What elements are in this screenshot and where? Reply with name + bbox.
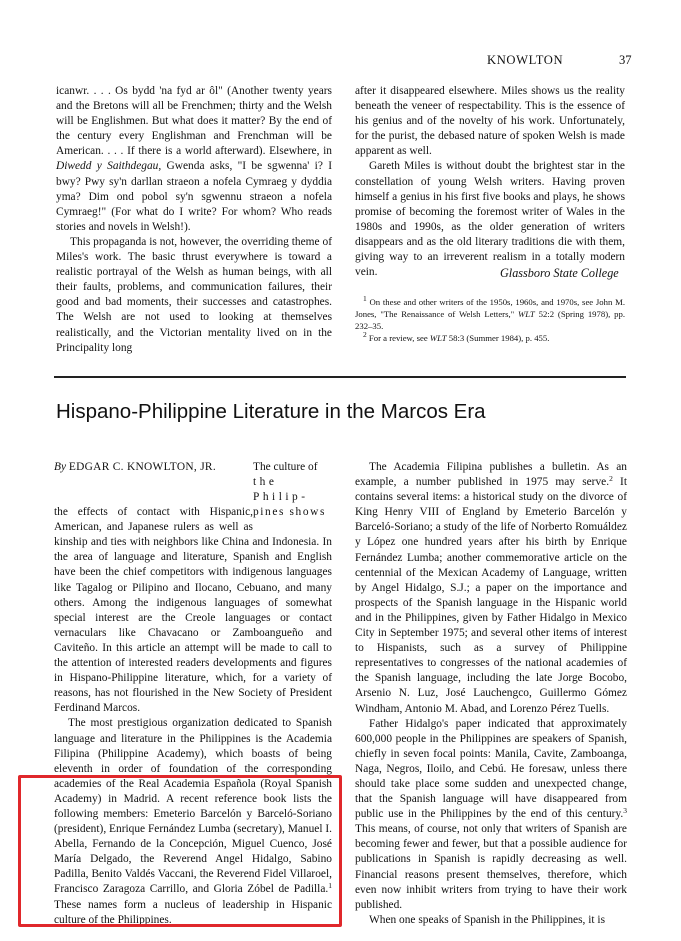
highlight-box: [18, 775, 342, 927]
footnote-marker: 2: [363, 330, 367, 339]
journal-abbrev: WLT: [518, 309, 535, 319]
top-right-column: [355, 84, 625, 280]
italic-title: Diwedd y Saithdegau,: [56, 160, 162, 173]
footnotes: [355, 296, 625, 344]
text-run: It contains several items: a historical study on the divorce of King Henry VIII of England by Emeterio Barcelón y Barceló-Soriano; a study of the life of Norberto Romuáldez y López one hundred years after his birth by Enrique Fernández Lumba; another commemorative article on the centennial of the Mexican Academy of Language, written by Angel Hidalgo, S.J.; a paper on the importance and prospects of the Spanish language in the Hispanic world and in the Philippines, given by Father Hidalgo in Mexico City in September 1975; and several other items of interest to Hispanists, such as a survey of Philippine representatives to congresses of the national academies of the Spanish language, including the late Jorge Bocobo, Arsenio N. Luz, José Lauchengco, Guillermo Gómez Windham, Antonio M. Abad, and Lorenzo Pérez Tuells.: [355, 476, 627, 715]
paragraph: the effects of contact with Hispanic, American, and Japanese rulers as well as kinship and ties with neighbors like China and Indonesia. In the area of language and literature, Spanish and English have been the chief competitors with indigenous languages like Tagalog or Pilipino and Ilocano, Cebuano, and many others. Among the indigenous languages of somewhat special interest are the Creole languages or contact vernaculars like Chavacano or Zamboangueño and Caviteño. In this article an attempt will be made to call to the attention of interested readers developments and figures in Hispano-Philippine literature, which, for a variety of reasons, has not flourished in the New Society of President Ferdinand Marcos.: [54, 506, 332, 715]
text-run: 58:3 (Summer 1984), p. 455.: [446, 333, 550, 343]
paragraph: Gareth Miles is without doubt the brightest star in the constellation of young Welsh writers. Having proven himself a genius in his first five books and plays, he shows promise of becoming the foremost writer of Wales in the 1980s and 1990s, as the older generation of writers disappears and as the old literary traditions die with them, giving way to an irreverent realism in a totally modern vein.: [355, 160, 625, 279]
author-affiliation: Glassboro State College: [500, 266, 619, 280]
drop-line: The culture of: [253, 461, 318, 473]
article-right-column: [355, 460, 627, 928]
article-title: Hispano-Philippine Literature in the Marcos Era: [56, 400, 486, 423]
text-run: This means, of course, not only that writers of Spanish are becoming fewer and fewer, but that a possible audience for publications in Spanish is rapidly decreasing as well. Financial reasons present themselves, therefore, which even now inhibit writers from trying to have their work published.: [355, 823, 627, 911]
text-run: On these and other writers of the 1950s, 1960s, and 1970s, see John M. Jones, "The Renaissance of Welsh Letters,": [355, 297, 625, 319]
author-name: EDGAR C. KNOWLTON, JR.: [68, 461, 216, 473]
footnote-marker: 2: [609, 474, 613, 484]
top-left-column: [56, 84, 332, 356]
paragraph: This propaganda is not, however, the overriding theme of Miles's work. The basic thrust everywhere is toward a realistic portrayal of the Welsh as human beings, with all their faults, problems, and communication failures, their good and bad moments, their successes and catastrophes. The Welsh are not used to looking at themselves realistically, and the Victorian mentality lived on in the Principality long: [56, 235, 332, 354]
page-number: 37: [619, 53, 632, 67]
footnote-1: [355, 296, 625, 332]
text-run: The Academia Filipina publishes a bulletin. As an example, a number published in 1975 may serve.: [355, 461, 627, 489]
byline-prefix: By: [54, 461, 67, 473]
footnote-marker: 3: [623, 806, 627, 816]
journal-abbrev: WLT: [429, 333, 447, 343]
section-divider: [54, 376, 626, 378]
paragraph: after it disappeared elsewhere. Miles shows us the reality beneath the veneer of respectability. This is the essence of his genius and of the novelty of his work. Unfortunately, for the purist, the debased nature of spoken Welsh is made apparent as well.: [355, 85, 625, 158]
footnote-marker: 1: [328, 881, 332, 891]
paragraph: [355, 717, 627, 913]
text-run: The most prestigious organization dedicated to Spanish language and literature in the Philippines is the Academia Filipina (Philippine Academy), which boasts of being eleventh in order of foundation of the corresponding academies of the Real Academia Española (Royal Spanish Academy) in Madrid. A recent reference book lists the following members: Emeterio Barcelón y Barceló-Soriano (president), Enrique Fernández Lumba (secretary), Manuel I. Abella, Fernando de la Concepción, Miguel Cuenco, José María Delgado, the Reverend Angel Hidalgo, Sabino Padilla, Benito Valdés Vaccani, the Reverend Fidel Villaroel, Francisco Zaragoza Carrillo, and Gloria Zóbel de Padilla.: [54, 717, 333, 896]
footnote-2: [355, 332, 625, 344]
text-run: Gwenda asks, "I be sgwenna' i? I bwy? Pwy sy'n darllan straeon a nofela Cymraeg y dyddia yma? Dim ond pobol sy'n sgwennu straeon a nofela Cymraeg!" (For what do I write? For whom? Who reads stories and novels in Welsh!).: [56, 160, 332, 233]
paragraph: When one speaks of Spanish in the Philippines, it is: [369, 913, 606, 926]
drop-line: pines shows: [253, 506, 326, 519]
text-run: 52:2 (Spring 1978), pp. 232–35.: [355, 309, 625, 331]
text-run: These names form a nucleus of leadership in Hispanic culture of the Philippines.: [54, 898, 332, 926]
drop-line: the Philip-: [253, 476, 309, 504]
text-run: icanwr. . . . Os bydd 'na fyd ar ôl" (Another twenty years and the Bretons will all be Frenchmen; thirty and the Welsh will be Englishmen. But what does it matter? By the end of the century every Englishman and Frenchman will be American. . . . If there is a world afterward). Elsewhere, in: [56, 85, 332, 158]
opening-drop-lines: [253, 460, 332, 520]
paragraph: [56, 84, 332, 235]
running-header-author: KNOWLTON: [487, 53, 564, 67]
footnote-marker: 1: [363, 294, 367, 303]
text-run: For a review, see: [366, 333, 430, 343]
text-run: Father Hidalgo's paper indicated that approximately 600,000 people in the Philippines are speakers of Spanish, chiefly in seven focal points: Manila, Cavite, Zamboanga, Naga, Negros, Iloilo, and Cebú. He foresaw, unless there should take place some sudden and unexpected change, that the Spanish language will have disappeared from public use in the Philippines by the end of this century.: [355, 717, 627, 821]
paragraph: [355, 460, 627, 717]
